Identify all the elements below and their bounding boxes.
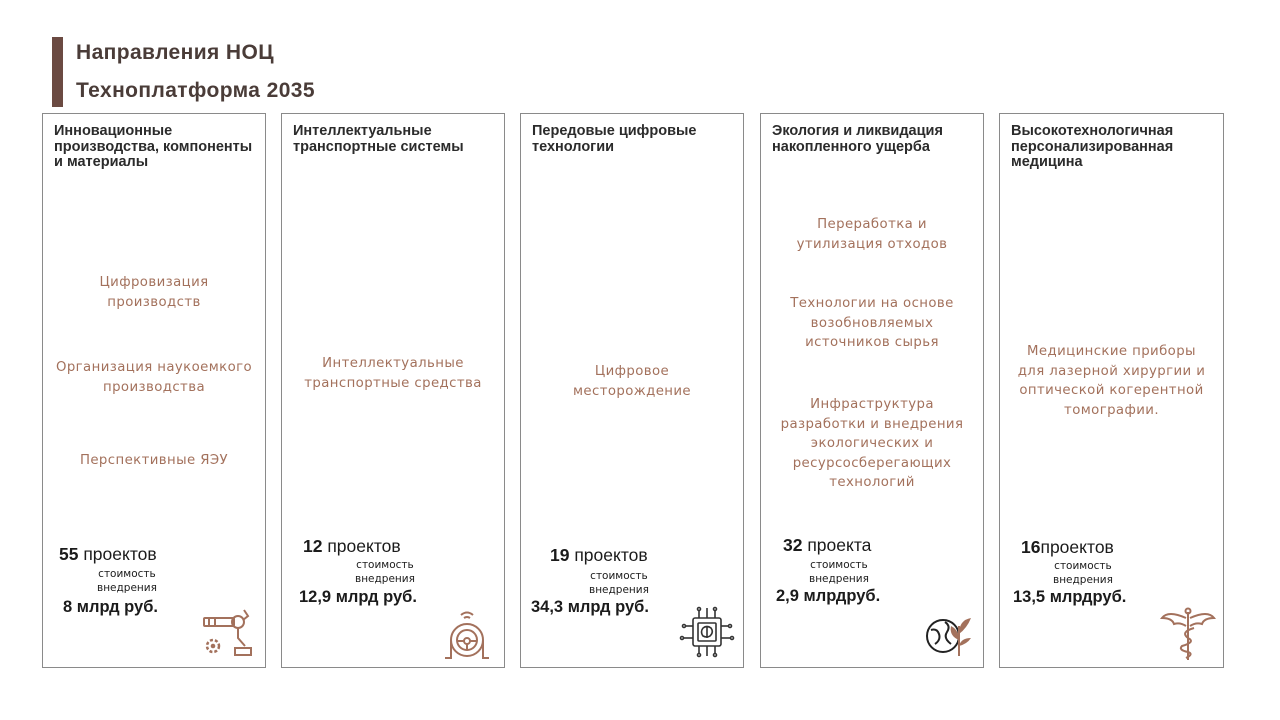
card-title: Высокотехнологичная персонализированная медицина (1011, 123, 1174, 170)
direction-item: Цифровизация производств (99, 275, 209, 310)
globe-plant-icon (923, 610, 973, 660)
projects-count: 16проектов (1021, 537, 1114, 557)
direction-card-transport (281, 113, 505, 668)
direction-item: Переработка и утилизация отходов (796, 217, 948, 252)
cost-value: 2,9 млрдруб. (776, 587, 881, 605)
direction-card-medicine (999, 113, 1224, 668)
cost-value: 34,3 млрд руб. (531, 598, 649, 616)
cost-label: стоимость внедрения (589, 570, 649, 596)
cost-value: 8 млрд руб. (63, 598, 158, 616)
page-title-line1: Направления НОЦ (76, 41, 274, 64)
cost-label: стоимость внедрения (97, 568, 157, 594)
page-title-line2: Техноплатформа 2035 (76, 79, 315, 102)
direction-card-ecology (760, 113, 984, 668)
cost-label: стоимость внедрения (355, 559, 415, 585)
card-title: Интеллектуальные транспортные системы (293, 123, 464, 155)
projects-count: 12 проектов (303, 536, 401, 556)
direction-item: Технологии на основе возобновляемых источников сырья (790, 296, 954, 350)
cost-label: стоимость внедрения (1053, 560, 1113, 586)
caduceus-icon (1160, 606, 1216, 662)
direction-item: Медицинские приборы для лазерной хирургии и оптической когерентной томографии. (1017, 344, 1206, 418)
cost-value: 12,9 млрд руб. (299, 588, 417, 606)
projects-count: 55 проектов (59, 544, 157, 564)
ai-chip-icon (679, 604, 735, 660)
card-title: Инновационные производства, компоненты и материалы (54, 123, 253, 170)
card-title: Передовые цифровые технологии (532, 123, 697, 155)
direction-card-digital (520, 113, 744, 668)
robot-arm-gear-icon (201, 606, 253, 658)
direction-item: Инфраструктура разработки и внедрения экологических и ресурсосберегающих технологий (780, 397, 964, 490)
projects-count: 32 проекта (783, 535, 872, 555)
smart-steering-wheel-icon (440, 608, 494, 662)
direction-item: Перспективные ЯЭУ (79, 453, 229, 468)
cost-label: стоимость внедрения (809, 559, 869, 585)
title-accent-bar (52, 37, 63, 107)
direction-item: Интеллектуальные транспортные средства (304, 356, 482, 391)
projects-count: 19 проектов (550, 545, 648, 565)
direction-item: Цифровое месторождение (572, 364, 692, 399)
card-title: Экология и ликвидация накопленного ущерба (772, 123, 943, 155)
cost-value: 13,5 млрдруб. (1013, 588, 1127, 606)
direction-card-manufacturing (42, 113, 266, 668)
direction-item: Организация наукоемкого производства (55, 360, 253, 395)
